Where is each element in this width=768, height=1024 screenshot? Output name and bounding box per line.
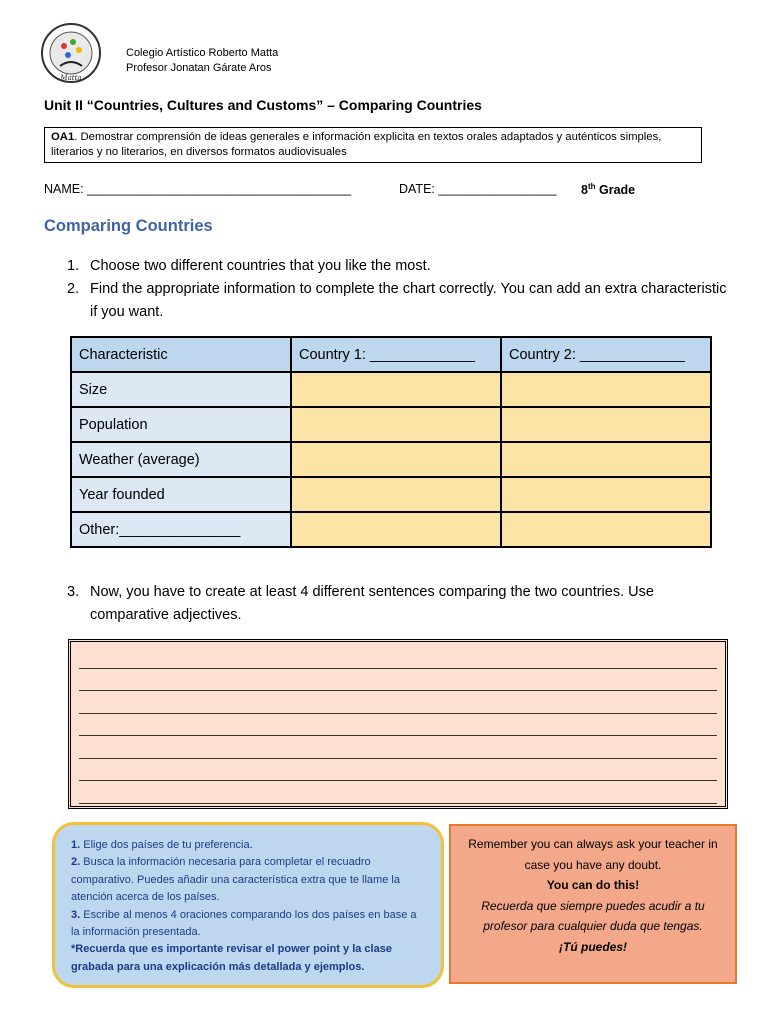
row-label: Size	[71, 372, 291, 407]
instructions-list	[44, 255, 734, 324]
header-country-1[interactable]: Country 1: _____________	[291, 337, 501, 372]
unit-title: Unit II “Countries, Cultures and Customs” – Comparing Countries	[44, 97, 482, 113]
writing-line[interactable]	[79, 759, 717, 782]
country-1-cell[interactable]	[291, 442, 501, 477]
name-field[interactable]: NAME: ______________________________________	[44, 182, 352, 196]
chart-row	[71, 407, 711, 442]
note-item	[71, 854, 427, 906]
instruction-text: Choose two different countries that you like the most.	[90, 258, 431, 274]
note-text: Escribe al menos 4 oraciones comparando los dos países en base a la información presentada.	[71, 908, 417, 939]
chart-row	[71, 512, 711, 547]
reminder-box	[449, 824, 737, 984]
note-number: 2.	[71, 856, 81, 869]
country-2-cell[interactable]	[501, 407, 711, 442]
writing-line[interactable]	[79, 646, 717, 669]
note-item	[71, 907, 427, 942]
note-text: Elige dos países de tu preferencia.	[80, 839, 253, 851]
comparison-chart	[70, 336, 712, 548]
note-text: Busca la información necesaria para completar el recuadro comparativo. Puedes añadir una característica extra que te llame la atención acerca de los países.	[71, 856, 400, 904]
sentence-writing-box[interactable]	[68, 639, 728, 809]
country-2-cell[interactable]	[501, 512, 711, 547]
country-1-cell[interactable]	[291, 372, 501, 407]
teacher-name: Profesor Jonatan Gárate Aros	[126, 62, 272, 74]
objective-text: . Demostrar comprensión de ideas generales e información explicita en textos orales adaptados y auténticos simples, literarios y no literarios, en diversos formatos audiovisuales	[51, 131, 662, 158]
writing-line[interactable]	[79, 669, 717, 692]
country-2-cell[interactable]	[501, 442, 711, 477]
reminder-spanish: Recuerda que siempre puedes acudir a tu profesor para cualquier duda que tengas.	[481, 898, 705, 933]
writing-line[interactable]	[79, 691, 717, 714]
row-label[interactable]: Other:_______________	[71, 512, 291, 547]
learning-objective-box	[44, 127, 702, 163]
instruction-item	[44, 581, 734, 627]
svg-text:Matta: Matta	[60, 74, 82, 82]
chart-row	[71, 372, 711, 407]
writing-line[interactable]	[79, 736, 717, 759]
school-logo	[40, 22, 102, 84]
school-name: Colegio Artístico Roberto Matta	[126, 47, 279, 59]
instruction-3	[44, 581, 734, 627]
country-2-cell[interactable]	[501, 477, 711, 512]
header-characteristic: Characteristic	[71, 337, 291, 372]
reminder-english: Remember you can always ask your teacher in case you have any doubt.	[468, 837, 718, 872]
instruction-number: 1.	[67, 258, 80, 274]
logo-seal-icon	[40, 22, 102, 84]
grade-number: 8	[581, 183, 588, 198]
instruction-number: 2.	[67, 281, 80, 297]
row-label: Weather (average)	[71, 442, 291, 477]
section-title: Comparing Countries	[44, 217, 213, 235]
note-item	[71, 941, 427, 976]
instruction-item	[44, 278, 734, 324]
grade-label	[581, 182, 635, 197]
row-label: Year founded	[71, 477, 291, 512]
grade-word: Grade	[595, 183, 636, 198]
country-2-cell[interactable]	[501, 372, 711, 407]
reminder-encouragement: You can do this!	[546, 878, 640, 892]
date-field[interactable]: DATE: _________________	[399, 182, 557, 196]
instruction-item	[44, 255, 734, 278]
spanish-instructions-note	[52, 822, 444, 988]
instruction-text: Find the appropriate information to complete the chart correctly. You can add an extra characteristic if you want.	[90, 281, 727, 320]
header-country-2[interactable]: Country 2: _____________	[501, 337, 711, 372]
writing-line[interactable]	[79, 781, 717, 804]
school-header	[126, 46, 278, 76]
chart-row	[71, 442, 711, 477]
chart-header-row	[71, 337, 711, 372]
row-label: Population	[71, 407, 291, 442]
chart-row	[71, 477, 711, 512]
instruction-text: Now, you have to create at least 4 different sentences comparing the two countries. Use comparative adjectives.	[90, 584, 654, 623]
note-item	[71, 837, 427, 854]
reminder-encouragement-spanish: ¡Tú puedes!	[559, 939, 627, 954]
objective-code: OA1	[51, 131, 75, 143]
grade-suffix: th	[587, 182, 596, 191]
note-reminder: *Recuerda que es importante revisar el power point y la clase grabada para una explicación más detallada y ejemplos.	[71, 943, 392, 973]
note-number: 3.	[71, 908, 81, 921]
writing-line[interactable]	[79, 714, 717, 737]
country-1-cell[interactable]	[291, 512, 501, 547]
country-1-cell[interactable]	[291, 407, 501, 442]
instruction-number: 3.	[67, 584, 80, 600]
country-1-cell[interactable]	[291, 477, 501, 512]
note-number: 1.	[71, 839, 81, 851]
